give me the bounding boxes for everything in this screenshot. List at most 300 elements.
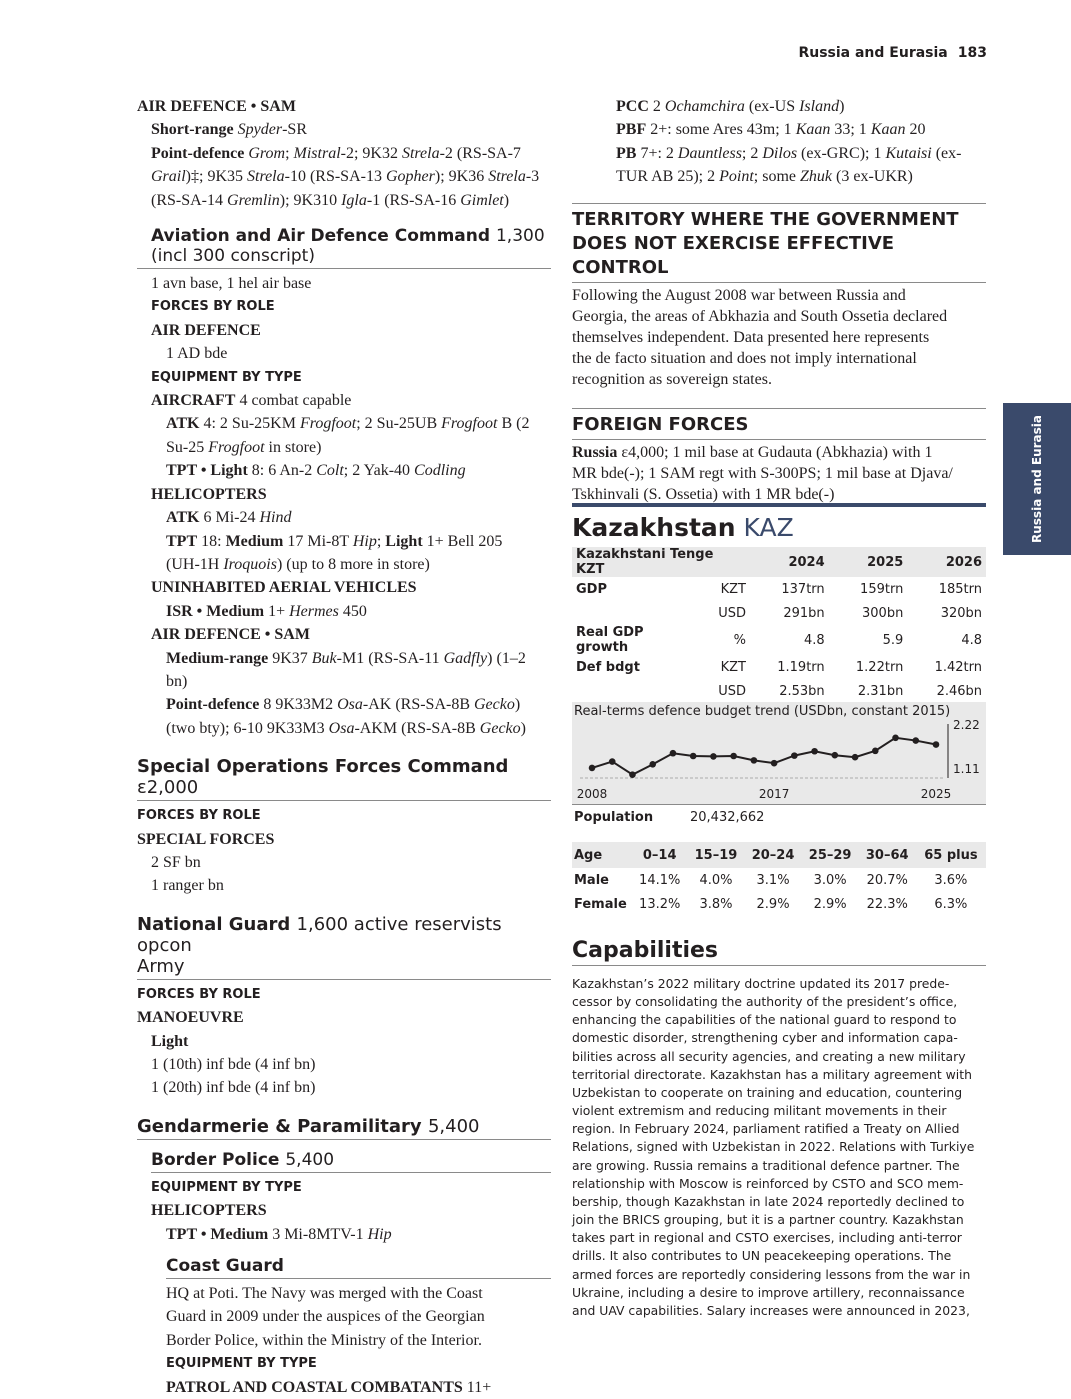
text-run: ) (514, 696, 521, 714)
point-defence-line-1 (137, 142, 551, 165)
data-point-2018 (791, 752, 798, 759)
age-cell: 2.9% (756, 896, 790, 912)
territory-heading-1: TERRITORY WHERE THE GOVERNMENT (572, 208, 959, 230)
population-row (572, 806, 986, 832)
text-run: Light (385, 532, 423, 550)
text-run: ; (376, 532, 386, 550)
capabilities-line: takes part in regional and CSTO exercises, including anti-terror (572, 1230, 962, 1246)
data-point-2024 (912, 737, 919, 744)
data-point-2010 (629, 771, 636, 778)
country-name: Kazakhstan (572, 513, 736, 542)
data-point-2019 (811, 748, 818, 755)
manoeuvre-label: MANOEUVRE (137, 1009, 244, 1027)
text-run: -AKM (RS-SA-8B (354, 719, 480, 737)
aviation-air-defence-heading (137, 226, 551, 269)
year-2026-header: 2026 (907, 547, 986, 577)
capabilities-line: Ukraine, including a desire to improve artillery, reconnaissance (572, 1284, 965, 1300)
text-run: ) (839, 98, 845, 115)
data-point-2015 (730, 753, 737, 760)
coast-guard-heading (166, 1256, 551, 1279)
capabilities-line: join the BRICS grouping, but it is a partner country. Kazakhstan (572, 1212, 964, 1228)
economic-table-header (572, 547, 986, 577)
table-row (572, 601, 986, 625)
text-run: ); 9K310 (279, 191, 342, 209)
ranger-bn: 1 ranger bn (151, 877, 224, 895)
text-run: Igla (341, 191, 367, 209)
foreign-line-3: Tskhinvali (S. Ossetia) with 1 MR bde(-) (572, 485, 835, 503)
pcc-total-label: PATROL AND COASTAL COMBATANTS (166, 1378, 463, 1396)
text-run: Osa (337, 696, 363, 714)
capabilities-line: bership, though Kazakhstan in late 2024 reportedly declined to (572, 1193, 965, 1209)
age-cell: 3.1% (756, 872, 790, 888)
pcc-total-count: 11+ (462, 1378, 492, 1396)
text-run: Colt (316, 462, 344, 480)
right-column (572, 95, 986, 505)
text-run: -2 (RS-SA-7 (439, 144, 521, 162)
text-run: Hip (352, 532, 377, 550)
age-header-cell: 0–14 (632, 842, 687, 868)
text-run: )‡; 9K35 (185, 168, 247, 186)
text-run: Mistral (293, 144, 341, 162)
text-run: Frogfoot (299, 415, 357, 433)
row-label: Def bdgt (576, 659, 640, 675)
territory-line-1: Following the August 2008 war between Russia and (572, 286, 906, 304)
text-run: Frogfoot (441, 415, 498, 433)
table-row (572, 679, 986, 703)
text-run: -AK (RS-SA-8B (362, 696, 474, 714)
national-guard-heading (137, 914, 551, 980)
sof-strength: ε2,000 (137, 777, 199, 799)
chart-title: Real-terms defence budget trend (USDbn, constant 2015) (574, 704, 951, 719)
text-run: 3 Mi-8MTV-1 (268, 1225, 368, 1243)
text-run: (ex-US (744, 98, 800, 115)
cell-2025: 5.9 (882, 632, 904, 648)
age-table-wrapper (572, 842, 986, 916)
data-point-2012 (670, 750, 677, 757)
text-run: 6 Mi-24 (199, 509, 260, 527)
text-run: ; 2 Su-25UB (356, 415, 442, 433)
text-run: (two bty); 6-10 9K33M3 (166, 719, 329, 737)
text-run: -3 (525, 168, 540, 186)
text-run: Gecko (474, 696, 515, 714)
text-run: ATK (166, 415, 200, 433)
text-run: ) (1–2 bn) (166, 649, 526, 690)
data-point-2009 (609, 758, 616, 765)
cg-text-2: Guard in 2009 under the auspices of the Georgian (166, 1308, 485, 1326)
text-run: 1+ (264, 602, 290, 620)
text-run: 33; 1 (830, 121, 871, 139)
age-cell: 22.3% (866, 896, 908, 912)
avn-title: Aviation and Air Defence Command (151, 226, 491, 247)
ng-strength: 1,600 active reservists opcon (137, 913, 502, 956)
cell-2024: 2.53bn (779, 683, 825, 699)
sof-heading (137, 756, 551, 801)
text-run: 17 Mi-8T (283, 532, 353, 550)
age-header-cell: 20–24 (745, 842, 802, 868)
age-cell: 3.6% (934, 872, 968, 888)
heli-tpt-line-2 (137, 553, 551, 576)
year-2024-header: 2024 (750, 547, 829, 577)
inf-bde-20: 1 (20th) inf bde (4 inf bn) (151, 1079, 316, 1097)
cell-2024: 291bn (783, 605, 825, 621)
text-run: 8: 6 An-2 (247, 462, 317, 480)
text-run: 8 9K33M2 (259, 696, 338, 714)
aircraft-label: AIRCRAFT (151, 392, 236, 410)
text-run: Kutaisi (885, 144, 932, 162)
x-tick-label: 2008 (576, 787, 608, 801)
text-run: Medium-range (166, 649, 269, 667)
age-cell: 20.7% (866, 872, 908, 888)
text-run: Hermes (289, 602, 339, 620)
text-run: Strela (401, 144, 440, 162)
text-run: ; 2 Yak-40 (343, 462, 415, 480)
territory-heading (572, 203, 986, 280)
text-run: ) (520, 719, 526, 737)
text-run: Grail (151, 168, 186, 186)
air-defence-sam-heading: AIR DEFENCE • SAM (137, 98, 296, 115)
capabilities-line: bilities across all security agencies, and creating a new military (572, 1048, 966, 1064)
text-run: Buk (311, 649, 337, 667)
text-run: Hind (259, 509, 292, 527)
text-run: ; some (753, 168, 801, 186)
text-run: Medium (225, 532, 284, 550)
age-cell: 3.8% (699, 896, 733, 912)
point-defence-osa-1 (137, 693, 551, 716)
data-point-2011 (649, 761, 656, 768)
age-cell: 3.0% (813, 872, 847, 888)
cell-2026: 2.46bn (936, 683, 982, 699)
table-row (572, 892, 986, 916)
text-run: Ochamchira (664, 98, 745, 115)
text-run: -2; 9K32 (340, 144, 402, 162)
cell-2025: 300bn (862, 605, 904, 621)
y-tick-label: 2.22 (953, 718, 980, 732)
foreign-country: Russia (572, 443, 618, 461)
text-run: Grom (248, 144, 286, 162)
text-run: Frogfoot (208, 438, 265, 456)
territory-heading-2: DOES NOT EXERCISE EFFECTIVE CONTROL (572, 232, 895, 278)
capabilities-line: Kazakhstan’s 2022 military doctrine updated its 2017 prede- (572, 976, 950, 991)
territory-line-2: Georgia, the areas of Abkhazia and South Ossetia declared (572, 307, 948, 325)
text-run: (ex-GRC); 1 (797, 144, 886, 162)
text-run: PCC (616, 98, 649, 115)
row-label (572, 601, 692, 625)
population-value: 20,432,662 (690, 810, 765, 825)
text-run: Gopher (385, 168, 435, 186)
capabilities-line: enhancing the capabilities of the national guard to respond to (572, 1012, 957, 1028)
cell-2025: 159trn (860, 581, 904, 597)
foreign-line-2: MR bde(-); 1 SAM regt with S-300PS; 1 mil base at Djava/ (572, 464, 953, 482)
text-run: PB (616, 144, 637, 162)
text-run: 7+: 2 (636, 144, 678, 162)
capabilities-line: and UAV capabilities. Salary increases were announced in 2023, (572, 1302, 970, 1318)
capabilities-line: are growing. Russia remains a traditional defence partner. The (572, 1157, 960, 1173)
equipment-by-type-label: EQUIPMENT BY TYPE (151, 369, 302, 385)
economic-table (572, 547, 986, 703)
age-cell: 4.0% (699, 872, 733, 888)
sf-bn: 2 SF bn (151, 853, 201, 871)
atk-line-1 (137, 412, 551, 435)
capabilities-line: territorial directorate. Kazakhstan has a military agreement with (572, 1066, 972, 1082)
capabilities-line: domestic disorder, strengthening cyber and information capa- (572, 1030, 958, 1046)
data-point-2017 (771, 760, 778, 767)
capabilities-body (572, 975, 986, 1320)
age-table (572, 842, 986, 916)
age-header-cell: 65 plus (916, 842, 986, 868)
ad-bde: 1 AD bde (166, 345, 228, 363)
text-run: ) (up to 8 more in store) (276, 555, 430, 573)
short-range-label: Short-range (151, 121, 234, 139)
series-line (592, 738, 936, 775)
sof-forces-by-role: FORCES BY ROLE (137, 808, 261, 824)
year-2025-header: 2025 (829, 547, 908, 577)
border-police-heading (151, 1150, 551, 1173)
row-label: GDP (576, 581, 607, 597)
capabilities-line: Uzbekistan to cooperate on training and education, countering (572, 1084, 963, 1100)
text-run: Osa (328, 719, 355, 737)
age-row-label: Female (574, 896, 627, 912)
text-run: 18: (197, 532, 226, 550)
pb-line-1 (572, 142, 986, 165)
foreign-forces-title: FOREIGN FORCES (572, 413, 749, 435)
text-run: Kaan (870, 121, 906, 139)
text-run: (UH-1H (166, 555, 224, 573)
text-run: -M1 (RS-SA-11 (336, 649, 444, 667)
cell-2024: 4.8 (803, 632, 825, 648)
text-run: Point-defence (166, 696, 260, 714)
data-point-2013 (690, 753, 697, 760)
text-run: 2 (648, 98, 665, 115)
row-unit: KZT (720, 659, 746, 675)
age-header-cell: 30–64 (859, 842, 916, 868)
population-label: Population (574, 810, 654, 825)
ng-title: National Guard (137, 913, 291, 935)
chart-svg (572, 702, 986, 804)
text-run: Strela (488, 168, 526, 186)
text-run: Gadfly (443, 649, 488, 667)
text-run: Dilos (762, 144, 798, 162)
age-table-header (572, 842, 986, 868)
row-unit: USD (718, 683, 746, 699)
tpt-line (137, 459, 551, 482)
special-forces-label: SPECIAL FORCES (137, 830, 275, 848)
x-tick-label: 2017 (758, 787, 790, 801)
heli-atk-line (137, 506, 551, 529)
text-run: Gecko (479, 719, 521, 737)
row-unit: USD (718, 605, 746, 621)
text-run: 450 (338, 602, 367, 620)
ng-forces-by-role: FORCES BY ROLE (137, 986, 261, 1002)
text-run: TPT • Light (166, 462, 248, 480)
ad-sam-label: AIR DEFENCE • SAM (151, 626, 310, 644)
text-run: 2+: some Ares 43m; 1 (646, 121, 796, 139)
bp-title: Border Police (151, 1149, 280, 1170)
territory-body (572, 282, 986, 390)
text-run: (RS-SA-14 (151, 191, 228, 209)
data-point-2008 (589, 765, 596, 772)
cell-2024: 1.19trn (777, 659, 825, 675)
data-point-2016 (751, 757, 758, 764)
foreign-forces-heading (572, 408, 986, 437)
heli-tpt-line-1 (137, 530, 551, 553)
foreign-forces-body (572, 439, 986, 505)
text-run: Point-defence (151, 144, 245, 162)
point-defence-line-2 (137, 165, 551, 188)
capabilities-heading: Capabilities (572, 938, 986, 966)
bp-helicopters-label: HELICOPTERS (151, 1202, 267, 1220)
atk-line-2 (137, 436, 551, 459)
cell-2026: 1.42trn (934, 659, 982, 675)
text-run: ; 2 (741, 144, 763, 162)
capabilities-line: region. In February 2024, parliament ratified a Treaty on Allied (572, 1121, 960, 1137)
text-run: in store) (264, 438, 322, 456)
data-point-2022 (872, 748, 879, 755)
age-cell: 14.1% (639, 872, 681, 888)
section-tab-label: Russia and Eurasia (1030, 415, 1044, 543)
text-run: -1 (RS-SA-16 (366, 191, 461, 209)
ng-opcon: Army (137, 955, 185, 977)
text-run: Codling (414, 462, 466, 480)
territory-line-5: recognition as sovereign states. (572, 370, 772, 388)
defence-budget-chart (572, 702, 986, 805)
page-number: 183 (957, 45, 987, 61)
running-head-section: Russia and Eurasia (798, 45, 948, 61)
cell-2026: 4.8 (961, 632, 982, 648)
medium-range-line (137, 647, 551, 694)
text-run: Hip (367, 1225, 392, 1243)
territory-line-3: themselves independent. Data presented here represents (572, 328, 930, 346)
gend-title: Gendarmerie & Paramilitary (137, 1115, 422, 1137)
table-row (572, 655, 986, 679)
uav-label: UNINHABITED AERIAL VEHICLES (151, 579, 417, 597)
running-head (798, 45, 987, 61)
text-run: (ex- (931, 144, 962, 162)
age-cell: 13.2% (639, 896, 681, 912)
text-run: Su-25 (166, 438, 209, 456)
text-run: Point (719, 168, 754, 186)
text-run: 9K37 (268, 649, 312, 667)
row-unit: % (733, 632, 746, 648)
cell-2026: 185trn (938, 581, 982, 597)
text-run: ); 9K36 (434, 168, 489, 186)
foreign-text-1: ε4,000; 1 mil base at Gudauta (Abkhazia) with 1 (617, 443, 933, 461)
text-run: PBF (616, 121, 647, 139)
air-defence-label: AIR DEFENCE (151, 321, 261, 339)
age-cell: 2.9% (813, 896, 847, 912)
aircraft-line (137, 389, 551, 412)
economic-table-wrapper (572, 547, 986, 703)
pcc-total-line (137, 1376, 551, 1399)
cell-2024: 137trn (781, 581, 825, 597)
cg-text-1: HQ at Poti. The Navy was merged with the Coast (166, 1285, 483, 1303)
data-point-2023 (892, 734, 899, 741)
forces-by-role-label: FORCES BY ROLE (151, 299, 275, 315)
bp-strength: 5,400 (285, 1149, 335, 1170)
cg-equipment-label: EQUIPMENT BY TYPE (166, 1356, 317, 1372)
age-row-label: Male (574, 872, 609, 888)
isr-line (137, 600, 551, 623)
text-run: ATK (166, 509, 200, 527)
light-label: Light (151, 1032, 189, 1050)
text-run: Gimlet (460, 191, 504, 209)
capabilities-line: violent extremism and reducing militant movements in their (572, 1103, 947, 1119)
bp-equipment-label: EQUIPMENT BY TYPE (151, 1179, 302, 1195)
text-run: TPT (166, 532, 198, 550)
spyder-name: Spyder (237, 121, 283, 139)
cell-2026: 320bn (940, 605, 982, 621)
data-point-2014 (710, 753, 717, 760)
pb-line-2 (572, 165, 986, 188)
cell-2025: 1.22trn (855, 659, 904, 675)
row-unit: KZT (720, 581, 746, 597)
pbf-line (572, 118, 986, 141)
text-run: ) (503, 191, 510, 209)
left-column (137, 95, 551, 1399)
data-point-2020 (832, 752, 839, 759)
text-run: B (2 (497, 415, 530, 433)
age-header-cell: 15–19 (687, 842, 744, 868)
row-label (572, 679, 692, 703)
age-header-cell: 25–29 (802, 842, 859, 868)
point-defence-osa-2 (137, 717, 551, 740)
text-run: ; (285, 144, 294, 162)
spyder-suffix: -SR (282, 121, 307, 139)
row-label: Real GDP growth (576, 625, 644, 655)
gend-strength: 5,400 (427, 1115, 480, 1137)
table-row (572, 577, 986, 601)
text-run: 1+ Bell 205 (422, 532, 503, 550)
capabilities-line: armed forces are reportedly considering lessons from the war in (572, 1266, 971, 1282)
text-run: (3 ex-UKR) (832, 168, 913, 186)
capabilities-line: relationship with Moscow is reinforced by CSTO and SCO mem- (572, 1175, 964, 1191)
x-tick-label: 2025 (920, 787, 952, 801)
text-run: Dauntless (677, 144, 742, 162)
avn-subtitle: (incl 300 conscript) (151, 246, 315, 267)
aircraft-count: 4 combat capable (235, 392, 352, 410)
short-range-line (137, 118, 551, 141)
text-run: 4: 2 Su-25KM (199, 415, 300, 433)
cg-title: Coast Guard (166, 1256, 284, 1277)
cg-text-3: Border Police, within the Ministry of the Interior. (166, 1331, 482, 1349)
helicopters-label: HELICOPTERS (151, 485, 267, 503)
section-tab (1003, 403, 1071, 555)
text-run: 20 (905, 121, 926, 139)
sof-title: Special Operations Forces Command (137, 756, 509, 778)
table-row (572, 868, 986, 892)
text-run: Kaan (795, 121, 831, 139)
currency-header: Kazakhstani Tenge KZT (572, 547, 750, 577)
text-run: Zhuk (800, 168, 833, 186)
gendarmerie-heading (137, 1116, 551, 1140)
inf-bde-10: 1 (10th) inf bde (4 inf bn) (151, 1056, 316, 1073)
cell-2025: 2.31bn (857, 683, 904, 699)
avn-bases: 1 avn base, 1 hel air base (151, 275, 312, 293)
bp-tpt-line (137, 1223, 551, 1246)
y-tick-label: 1.11 (953, 762, 980, 776)
text-run: TPT • Medium (166, 1225, 269, 1243)
age-cell: 6.3% (934, 896, 968, 912)
country-title (572, 503, 986, 545)
data-point-2025 (933, 741, 940, 748)
country-code: KAZ (743, 513, 794, 542)
avn-strength: 1,300 (495, 226, 545, 247)
age-header-label: Age (572, 842, 632, 868)
point-defence-line-3 (137, 189, 551, 212)
text-run: Island (799, 98, 840, 115)
text-run: Strela (247, 168, 285, 186)
capabilities-line: Relations, signed with Uzbekistan in 2022. Relations with Turkiye (572, 1139, 975, 1155)
capabilities-line: drills. It also contributes to UN peacekeeping operations. The (572, 1248, 952, 1264)
